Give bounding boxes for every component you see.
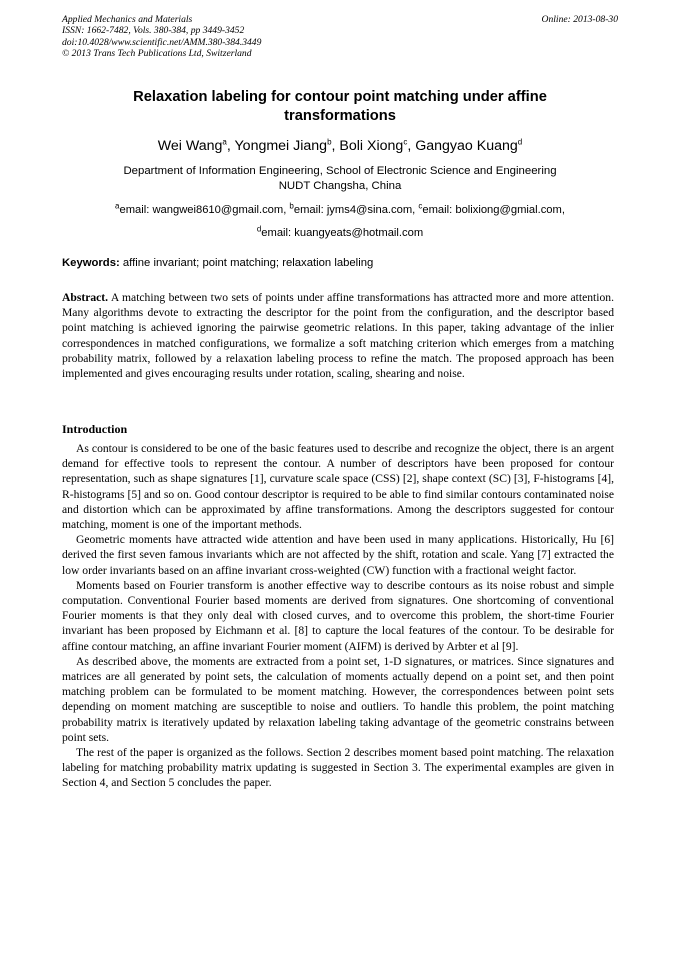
author-separator: , xyxy=(407,138,416,154)
author-separator: , xyxy=(226,138,235,154)
paragraph: The rest of the paper is organized as the follows. Section 2 describes moment based point matching. The relaxation labeling for matching probability matrix updating is suggested in Section 3. The experimental examples are given in Section 4, and Section 5 concludes the paper. xyxy=(62,746,614,790)
email-b: email: jyms4@sina.com, xyxy=(293,204,419,216)
paragraph: Moments based on Fourier transform is another effective way to describe contours as its noise robust and simple computation. Conventional Fourier based moments are derived from signatures. One shortcoming of conventional Fourier moments is that they only deal with closed curves, and to overcome this problem, the short-time Fourier invariant has been proposed by Eichmann et al. [8] to capture the local features of the contour. To be desirable for affine contour matching, an affine invariant Fourier moment (AIFM) is derived by Arbter et al [9]. xyxy=(62,578,614,653)
email-row-2 xyxy=(62,222,618,245)
email-mark: b xyxy=(289,201,294,211)
paper-title-line-2: transformations xyxy=(284,108,396,124)
paper-title-line-1: Relaxation labeling for contour point matching under affine xyxy=(133,89,547,105)
email-d: email: kuangyeats@hotmail.com xyxy=(261,227,424,239)
email-row-1 xyxy=(62,199,618,222)
journal-header xyxy=(62,14,618,60)
author-name: Boli Xiong xyxy=(339,138,404,154)
author-name: Yongmei Jiang xyxy=(234,138,328,154)
author-mark: c xyxy=(403,137,408,147)
author-mark: d xyxy=(517,137,523,147)
email-mark: c xyxy=(418,201,423,211)
author-mark: b xyxy=(327,137,332,147)
affiliation-line-1: Department of Information Engineering, School of Electronic Science and Engineering xyxy=(123,165,557,177)
author-separator: , xyxy=(331,138,340,154)
author-emails xyxy=(62,199,618,245)
journal-name: Applied Mechanics and Materials xyxy=(62,14,193,25)
keywords xyxy=(62,256,618,270)
email-mark: a xyxy=(115,201,120,211)
section-heading-introduction: Introduction xyxy=(62,422,128,436)
author-name: Gangyao Kuang xyxy=(415,138,518,154)
abstract-text: A matching between two sets of points under affine transformations has attracted more and more attention. Many algorithms devote to extracting the descriptor for the point from the configuration, and the descriptor based point matching is achieved ignoring the pairwise geometric relations. In this paper, taking advantage of the inlier correspondences in matched configurations, we formalize a soft matching criterion which emerges from a matching probability matrix, followed by a relaxation labeling process to refine the match. The proposed approach has been implemented and gives encouraging results under rotation, scaling, shearing and noise. xyxy=(62,291,614,381)
abstract xyxy=(62,290,614,381)
author-mark: a xyxy=(222,137,227,147)
journal-issn: ISSN: 1662-7482, Vols. 380-384, pp 3449-3452 xyxy=(62,25,245,37)
affiliation xyxy=(62,164,618,193)
paragraph: As described above, the moments are extracted from a point set, 1-D signatures, or matrices. Since signatures and matrices are all generated by point sets, the calculation of moments actually depend on a point set, and then point matching problem can be formulated to be moment matching. However, the correspondences between point sets depending on moment matching are susceptible to noise and outliers. To handle this problem, the point matching probability matrix is iteratively updated by relaxation labeling taking advantage of the geometric constrains between point sets. xyxy=(62,654,614,744)
author-name: Wei Wang xyxy=(157,138,223,154)
journal-copyright: © 2013 Trans Tech Publications Ltd, Switzerland xyxy=(62,48,252,60)
affiliation-line-2: NUDT Changsha, China xyxy=(278,179,402,192)
author-list xyxy=(62,137,618,155)
paper-title xyxy=(62,88,618,126)
journal-doi: doi:10.4028/www.scientific.net/AMM.380-384.3449 xyxy=(62,36,262,48)
introduction-body xyxy=(62,441,614,791)
online-date: Online: 2013-08-30 xyxy=(541,14,618,25)
email-a: email: wangwei8610@gmail.com, xyxy=(119,204,290,216)
paragraph: Geometric moments have attracted wide attention and have been used in many applications. Historically, Hu [6] derived the first seven famous invariants which are not affected by the shift, rotation and scale. Yang [7] extracted the low order invariants based on an affine invariant cross-weighted (CW) function with a fractional weight factor. xyxy=(62,533,614,577)
email-c: email: bolixiong@gmial.com, xyxy=(422,204,565,216)
paragraph: As contour is considered to be one of the basic features used to describe and recognize the object, there is an argent demand for effective tools to represent the contour. A number of descriptors have been proposed for contour representation, such as shape signatures [1], curvature scale space (CSS) [2], shape context (SC) [3], F-histograms [4], R-histograms [5] and so on. Good contour descriptor is required to be able to find similar contours contaminated noise and distortion which can be approximated by affine transformations. Among the descriptors suggested for contour matching, moment is one of the important methods. xyxy=(62,442,614,532)
keywords-text: affine invariant; point matching; relaxation labeling xyxy=(119,257,374,269)
keywords-label: Keywords: xyxy=(62,257,120,269)
email-mark: d xyxy=(256,224,262,234)
abstract-label: Abstract. xyxy=(62,291,109,304)
